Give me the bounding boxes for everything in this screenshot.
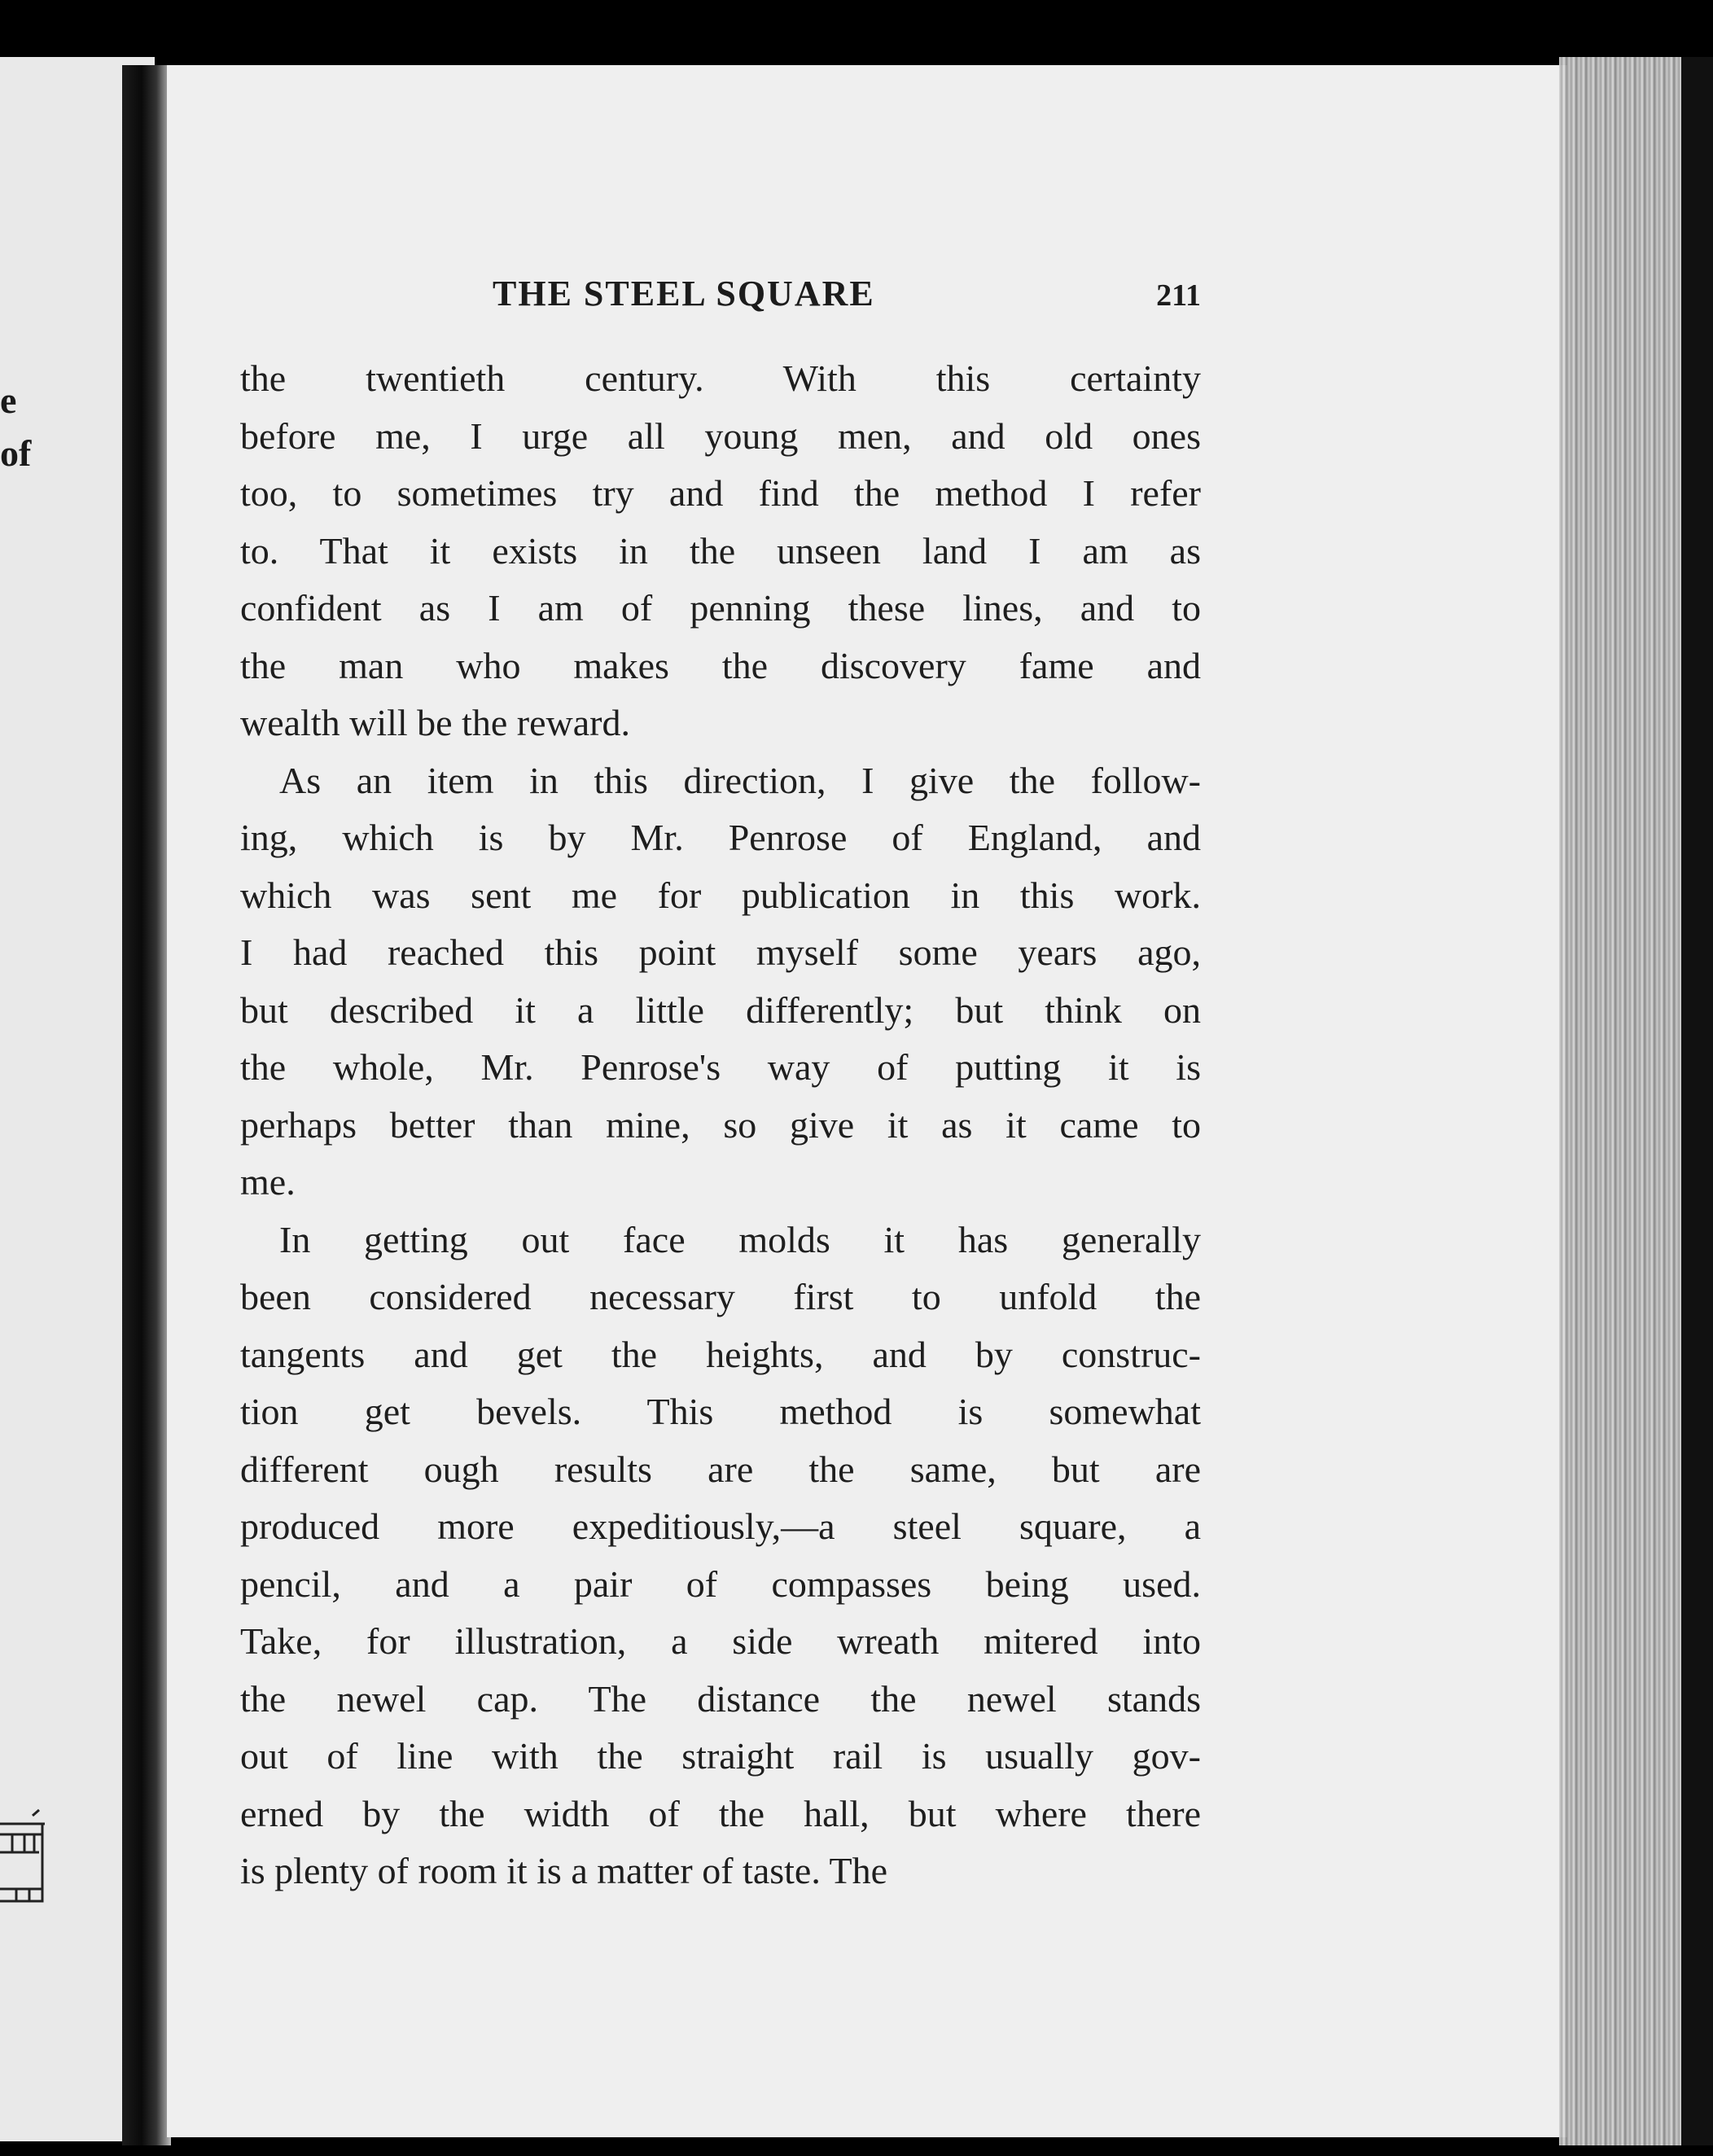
page-number: 211 — [1156, 278, 1201, 313]
text-line: to. That it exists in the unseen land I am as — [240, 529, 1201, 572]
text-line: In getting out face molds it has generally — [279, 1218, 1201, 1260]
left-page-text-fragment: e — [0, 379, 17, 421]
text-line: ing, which is by Mr. Penrose of England, and — [240, 817, 1201, 858]
left-page-diagram-fragment — [0, 1803, 50, 1917]
text-line: is plenty of room it is a matter of taste. The — [240, 1850, 888, 1891]
text-line: too, to sometimes try and find the method I refer — [240, 472, 1201, 514]
text-line: but described it a little differently; but think on — [240, 988, 1201, 1031]
paragraph — [240, 350, 1201, 752]
text-line: tion get bevels. This method is somewhat — [240, 1391, 1201, 1432]
text-line: different ough results are the same, but are — [240, 1448, 1201, 1490]
book-gutter — [122, 65, 171, 2145]
text-line: erned by the width of the hall, but where there — [240, 1792, 1201, 1834]
text-line: which was sent me for publication in this work. — [240, 874, 1201, 916]
running-title: THE STEEL SQUARE — [493, 274, 875, 313]
text-line: produced more expeditiously,—a steel square, a — [240, 1505, 1201, 1547]
text-line: Take, for illustration, a side wreath mitered into — [240, 1620, 1201, 1662]
left-page-text-fragment: of — [0, 432, 32, 474]
paragraph — [240, 1212, 1201, 1900]
body-text — [240, 350, 1201, 1900]
page-edges — [1559, 57, 1681, 2145]
text-line: confident as I am of penning these lines, and to — [240, 587, 1201, 629]
text-line: the man who makes the discovery fame and — [240, 644, 1201, 686]
text-line: As an item in this direction, I give the follow- — [279, 759, 1201, 801]
text-line: me. — [240, 1161, 296, 1203]
text-line: wealth will be the reward. — [240, 702, 630, 743]
text-line: I had reached this point myself some years ago, — [240, 931, 1201, 973]
edge-shadow — [1681, 57, 1713, 2145]
text-line: perhaps better than mine, so give it as it came to — [240, 1103, 1201, 1146]
text-line: before me, I urge all young men, and old ones — [240, 414, 1201, 457]
text-line: been considered necessary first to unfold the — [240, 1276, 1201, 1317]
text-line: the newel cap. The distance the newel stands — [240, 1677, 1201, 1720]
paragraph — [240, 752, 1201, 1212]
text-line: the whole, Mr. Penrose's way of putting it is — [240, 1046, 1201, 1088]
text-line: out of line with the straight rail is usually gov- — [240, 1735, 1201, 1777]
text-line: the twentieth century. With this certainty — [240, 357, 1201, 399]
running-head — [244, 273, 1201, 322]
text-line: pencil, and a pair of compasses being used. — [240, 1562, 1201, 1605]
text-line: tangents and get the heights, and by construc- — [240, 1333, 1201, 1375]
